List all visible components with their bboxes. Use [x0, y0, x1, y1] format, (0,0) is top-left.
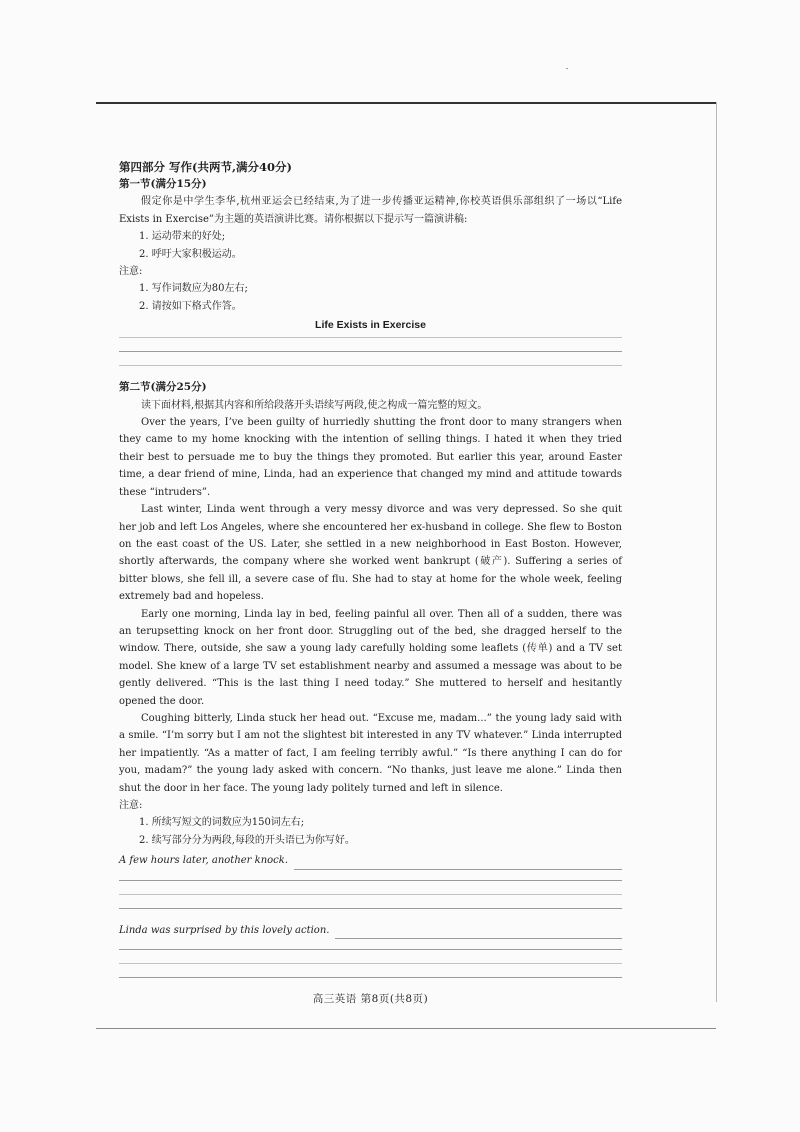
section1-point-1: 1. 运动带来的好处; — [139, 231, 226, 243]
section2-instruction: 读下面材料,根据其内容和所给段落开头语续写两段,使之构成一篇完整的短文。 — [141, 399, 488, 411]
answer-line — [335, 927, 622, 939]
continuation-prompt-1 — [119, 852, 622, 869]
answer-line — [119, 365, 622, 366]
exam-content — [119, 158, 622, 1006]
section2-notes-label: 注意: — [119, 800, 143, 811]
answer-line — [119, 880, 622, 881]
section2-title: 第二节(满分25分) — [119, 381, 207, 394]
passage-paragraph-4: Coughing bitterly, Linda stuck her head out. “Excuse me, madam...” the young lady said with a smile. “I’m sorry but I am not the slightest bit interested in any TV whatever.” Linda interrupted her impatiently. “As a matter of fact, I am feeling terribly awful.” “Is there anything I can do for you, madam?” the young lady asked with concern. “No thanks, just leave me alone.” Linda then shut the door in her face. The young lady politely turned and left in silence. — [119, 712, 622, 794]
answer-line — [294, 858, 622, 870]
scan-speck — [566, 68, 568, 69]
passage-paragraph-1: Over the years, I’ve been guilty of hurriedly shutting the front door to many strangers when they came to my home knocking with the intention of selling things. I hated it when they tried their best to persuade me to buy the things they promoted. But earlier this year, around Easter time, a dear friend of mine, Linda, had an experience that changed my mind and attitude towards these “intruders”. — [119, 417, 622, 498]
prompt-1-text: A few hours later, another knock. — [119, 855, 289, 867]
answer-line — [119, 963, 622, 964]
essay-title: Life Exists in Exercise — [315, 319, 426, 332]
page-edge-line — [716, 102, 717, 1002]
answer-line — [119, 894, 622, 895]
page-footer: 高三英语 第8页(共8页) — [312, 993, 429, 1006]
continuation-prompt-2 — [119, 922, 622, 939]
prompt-2-text: Linda was surprised by this lovely action. — [119, 924, 330, 936]
answer-line — [119, 977, 622, 978]
answer-line — [119, 337, 622, 338]
section2-note-1: 1. 所续写短文的词数应为150词左右; — [139, 817, 305, 829]
section1-prompt: 假定你是中学生李华,杭州亚运会已经结束,为了进一步传播亚运精神,你校英语俱乐部组织了一场以“Life Exists in Exercise”为主题的英语演讲比赛。请你根据以下提示写一篇演讲稿: — [119, 196, 622, 225]
header-rule — [96, 102, 716, 104]
footer-rule — [96, 1028, 716, 1029]
answer-line — [119, 351, 622, 352]
passage-paragraph-3: Early one morning, Linda lay in bed, feeling painful all over. Then all of a sudden, there was an terupsetting knock on her front door. Struggling out of the bed, she dragged herself to the window. There, outside, she saw a young lady carefully holding some leaflets (传单) and a TV set model. She knew of a large TV set establishment nearby and assumed a message was about to be gently delivered. “This is the last thing I need today.” She muttered to herself and hesitantly opened the door. — [119, 608, 622, 707]
section1-point-2: 2. 呼吁大家积极运动。 — [139, 248, 242, 260]
answer-line — [119, 949, 622, 950]
answer-line — [119, 908, 622, 909]
section1-notes-label: 注意: — [119, 266, 143, 278]
section2-note-2: 2. 续写部分分为两段,每段的开头语已为你写好。 — [139, 834, 355, 846]
section1-title: 第一节(满分15分) — [119, 178, 207, 190]
passage-paragraph-2: Last winter, Linda went through a very messy divorce and was very depressed. So she quit her job and left Los Angeles, where she encountered her ex-husband in college. She flew to Boston on the east coast of the US. Later, she settled in a new neighborhood in East Boston. However, shortly afterwards, the company where she worked went bankrupt (破产). Suffering a series of bitter blows, she fell ill, a severe case of flu. She had to stay at home for the whole week, feeling extremely bad and hopeless. — [119, 504, 622, 603]
section1-note-1: 1. 写作词数应为80左右; — [139, 283, 248, 295]
section1-note-2: 2. 请按如下格式作答。 — [139, 300, 242, 312]
part-title: 第四部分 写作(共两节,满分40分) — [119, 160, 292, 174]
